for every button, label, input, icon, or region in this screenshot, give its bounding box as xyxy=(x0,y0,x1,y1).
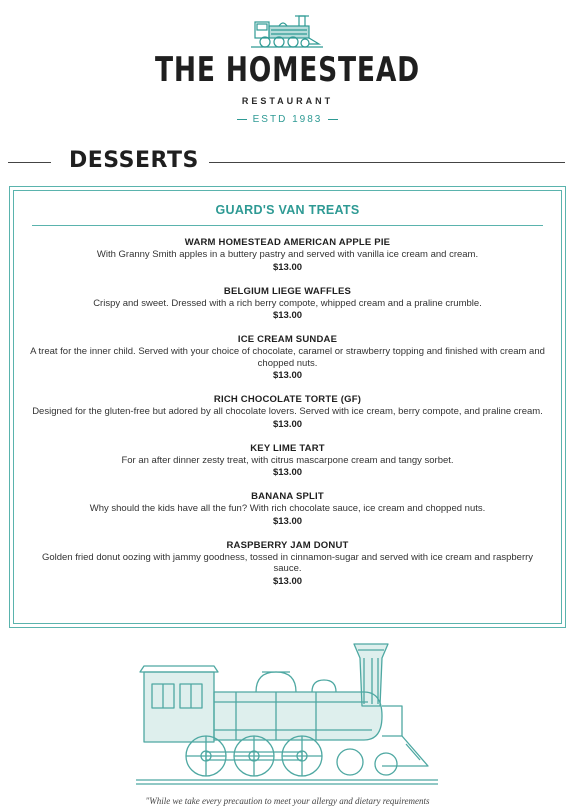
item-name: RASPBERRY JAM DONUT xyxy=(226,539,349,551)
dash-left xyxy=(237,119,247,120)
item-price: $13.00 xyxy=(272,310,303,321)
item-name: BELGIUM LIEGE WAFFLES xyxy=(223,285,352,297)
menu-item xyxy=(28,393,547,431)
item-description: Crispy and sweet. Dressed with a rich berry compote, whipped cream and a praline crumble. xyxy=(93,297,482,309)
item-price: $13.00 xyxy=(272,261,303,273)
allergy-footnote: "While we take every precaution to meet your allergy and dietary requirements xyxy=(145,796,430,806)
restaurant-subtitle: RESTAURANT xyxy=(241,96,334,106)
item-price: $13.00 xyxy=(272,515,303,527)
item-description: A treat for the inner child. Served with your choice of chocolate, caramel or strawberry topping and finished with cream and chopped nuts. xyxy=(30,346,545,369)
menu-item xyxy=(28,236,547,274)
item-price: $13.00 xyxy=(272,418,303,430)
restaurant-name: THE HOMESTEAD xyxy=(155,50,420,90)
item-description: With Granny Smith apples in a buttery pastry and served with vanilla ice cream and cream. xyxy=(96,249,479,260)
menu-box xyxy=(9,186,566,628)
restaurant-logo xyxy=(0,0,575,140)
heading-rule-right xyxy=(209,162,565,163)
item-price: $13.00 xyxy=(272,467,303,478)
item-description: Why should the kids have all the fun? With rich chocolate sauce, ice cream and chopped nuts. xyxy=(89,503,486,514)
item-name: WARM HOMESTEAD AMERICAN APPLE PIE xyxy=(184,237,391,248)
item-name: RICH CHOCOLATE TORTE (GF) xyxy=(213,394,362,405)
item-name: BANANA SPLIT xyxy=(251,491,324,502)
menu-item xyxy=(28,539,547,588)
item-description: Designed for the gluten-free but adored by all chocolate lovers. Served with ice cream, berry compote, and praline cream. xyxy=(32,406,543,417)
locomotive-logo-icon xyxy=(249,8,327,50)
menu-item xyxy=(28,285,547,323)
section-title: DESSERTS xyxy=(69,148,199,173)
dash-right xyxy=(328,119,338,120)
menu-item xyxy=(28,490,547,528)
item-price: $13.00 xyxy=(272,575,303,587)
item-name: KEY LIME TART xyxy=(250,442,325,454)
section-heading xyxy=(0,146,575,182)
subtitle-rule xyxy=(32,225,543,226)
menu-items xyxy=(28,236,547,599)
item-price: $13.00 xyxy=(272,370,303,381)
established-text: ESTD 1983 xyxy=(252,114,323,125)
established-line xyxy=(0,114,575,125)
menu-inner-frame xyxy=(13,190,562,624)
menu-item xyxy=(28,442,547,480)
item-name: ICE CREAM SUNDAE xyxy=(237,334,338,345)
heading-rule-left xyxy=(8,162,51,163)
menu-subtitle: GUARD'S VAN TREATS xyxy=(215,203,360,217)
item-description: For an after dinner zesty treat, with citrus mascarpone cream and tangy sorbet. xyxy=(121,454,454,466)
menu-item xyxy=(28,333,547,382)
item-description: Golden fried donut oozing with jammy goodness, tossed in cinnamon-sugar and served with ice cream and raspberry sauce. xyxy=(41,551,534,574)
steam-locomotive-icon xyxy=(136,636,438,786)
